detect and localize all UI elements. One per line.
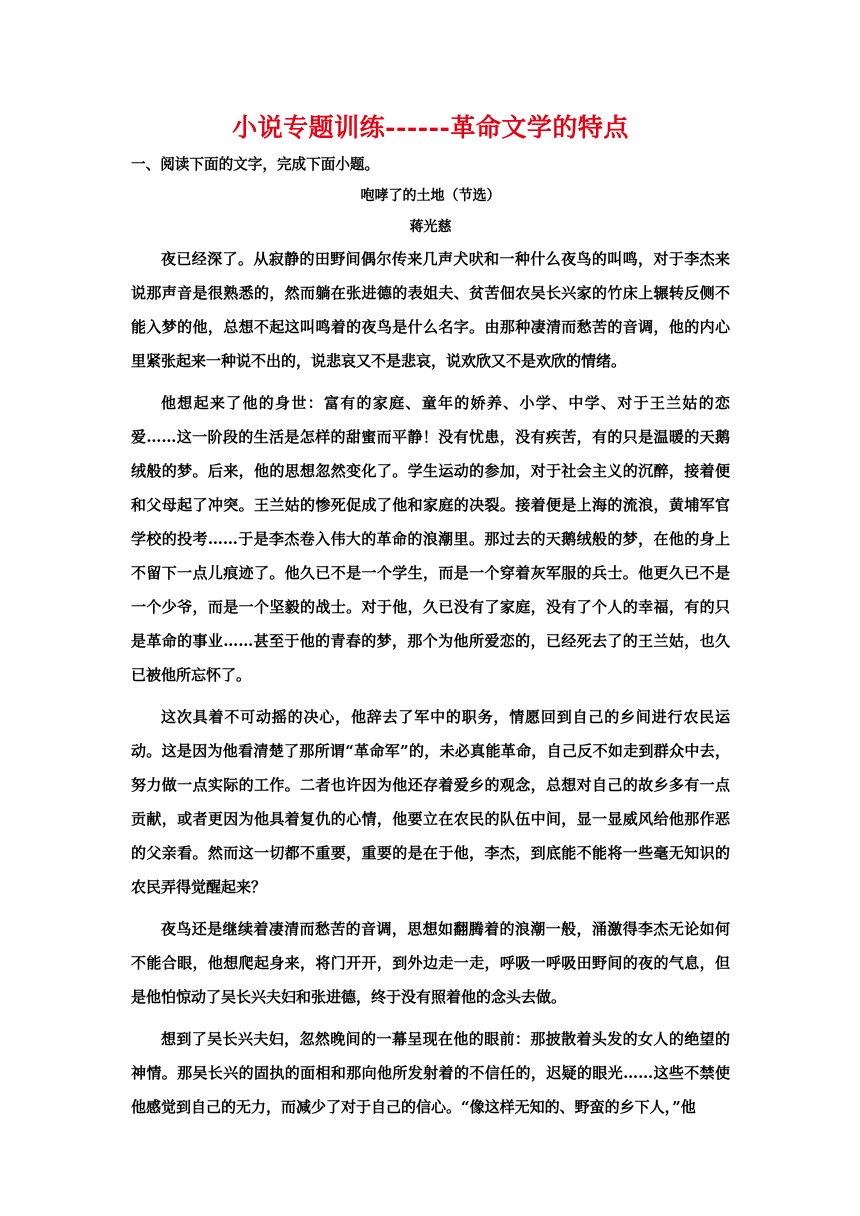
passage-paragraph-3: 这次具着不可动摇的决心，他辞去了军中的职务，情愿回到自己的乡间进行农民运动。这是因为他看清楚了那所谓“革命军”的，未必真能革命，自己反不如走到群众中去，努力做一点实际的工作。二者也许因为他还存着爱乡的观念，总想对自己的故乡多有一点贡献，或者更因为他具着复仇的心情，他要立在农民的队伍中间，显一显威风给他那作恶的父亲看。然而这一切都不重要，重要的是在于他，李杰，到底能不能将一些毫无知识的农民弄得觉醒起来？	[131, 708, 730, 896]
passage-paragraph-4: 夜鸟还是继续着凄清而愁苦的音调，思想如翻腾着的浪潮一般，涌激得李杰无论如何不能合眼，他想爬起身来，将门开开，到外边走一走，呼吸一呼吸田野间的夜的气息，但是他怕惊动了吴长兴夫妇和张进德，终于没有照着他的念头去做。	[131, 920, 730, 1006]
passage-body	[131, 242, 730, 1124]
passage-paragraph-5: 想到了吴长兴夫妇，忽然晚间的一幕呈现在他的眼前：那披散着头发的女人的绝望的神情。那吴长兴的固执的面相和那向他所发射着的不信任的，迟疑的眼光……这些不禁使他感觉到自己的无力，而减少了对于自己的信心。“像这样无知的、野蛮的乡下人，”他	[131, 1030, 730, 1116]
question-instruction: 一、阅读下面的文字，完成下面小题。	[131, 156, 380, 173]
passage-paragraph-2: 他想起来了他的身世：富有的家庭、童年的娇养、小学、中学、对于王兰姑的恋爱……这一阶段的生活是怎样的甜蜜而平静！没有忧患，没有疾苦，有的只是温暖的天鹅绒般的梦。后来，他的思想忽然变化了。学生运动的参加，对于社会主义的沉醉，接着便和父母起了冲突。王兰姑的惨死促成了他和家庭的决裂。接着便是上海的流浪，黄埔军官学校的投考……于是李杰卷入伟大的革命的浪潮里。那过去的天鹅绒般的梦，在他的身上不留下一点儿痕迹了。他久已不是一个学生，而是一个穿着灰军服的兵士。他更久已不是一个少爷，而是一个坚毅的战士。对于他，久已没有了家庭，没有了个人的幸福，有的只是革命的事业……甚至于他的青春的梦，那个为他所爱恋的，已经死去了的王兰姑，也久已被他所忘怀了。	[131, 394, 730, 684]
document-title: 小说专题训练------革命文学的特点	[232, 113, 629, 142]
passage-title: 咆哮了的土地（节选）	[360, 188, 501, 204]
passage-author: 蒋光慈	[409, 219, 452, 235]
passage-paragraph-1: 夜已经深了。从寂静的田野间偶尔传来几声犬吠和一种什么夜鸟的叫鸣，对于李杰来说那声音是很熟悉的，然而躺在张进德的表姐夫、贫苦佃农吴长兴家的竹床上辗转反侧不能入梦的他，总想不起这叫鸣着的夜鸟是什么名字。由那种凄清而愁苦的音调，他的内心里紧张起来一种说不出的，说悲哀又不是悲哀，说欢欣又不是欢欣的情绪。	[131, 250, 730, 370]
